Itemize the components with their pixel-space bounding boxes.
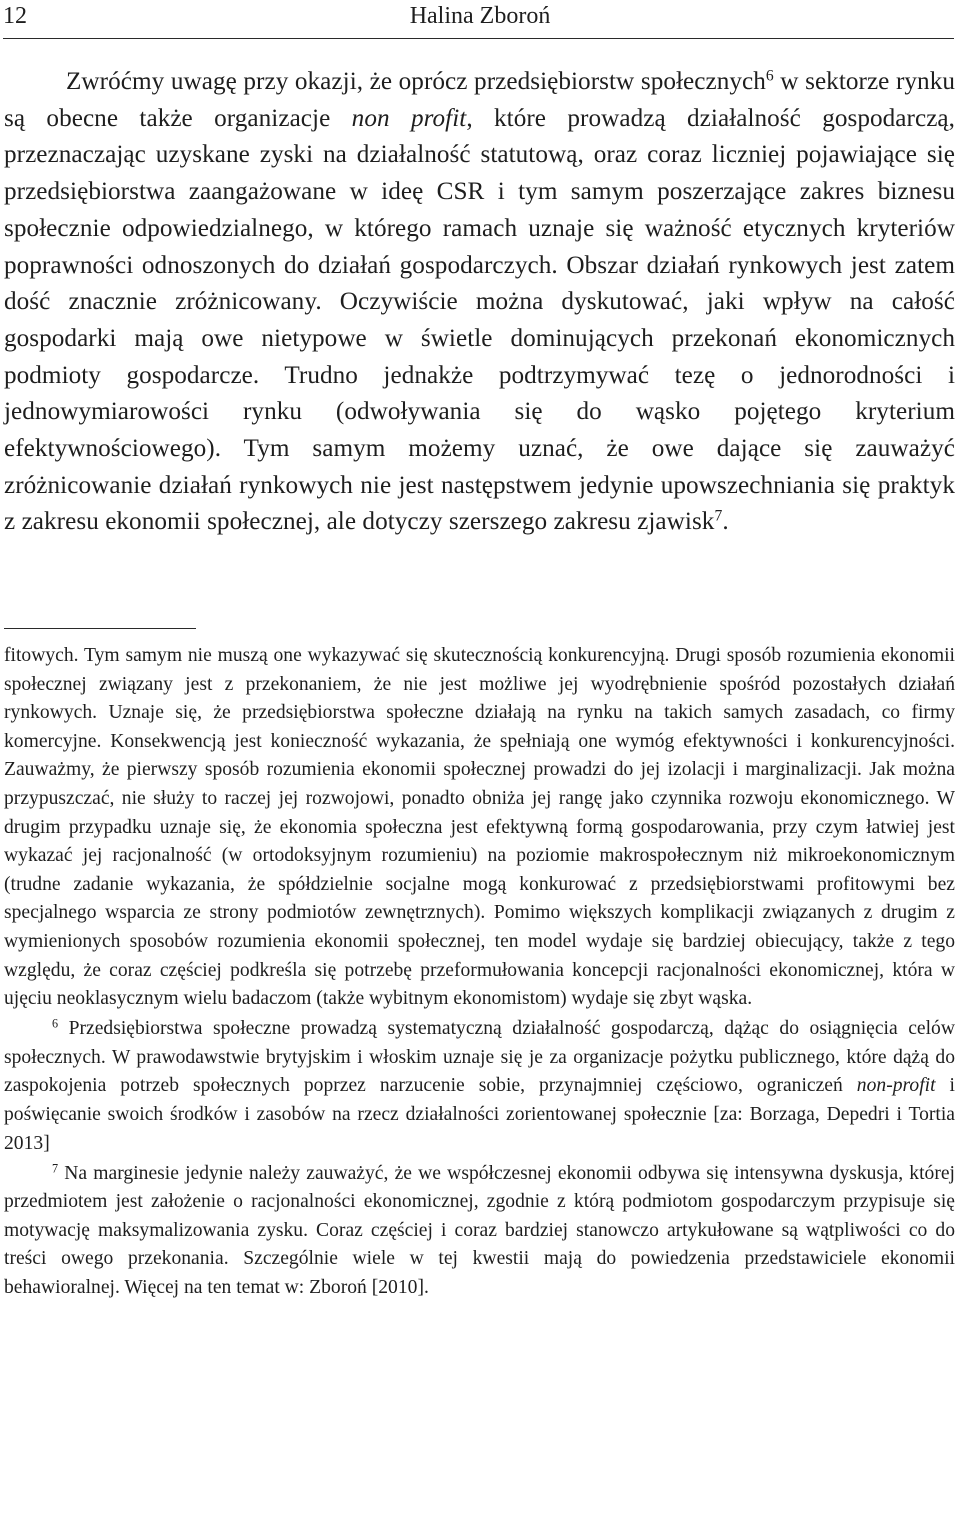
footnote-6-text-2: i poświęcanie swoich środków i zasobów na rzecz działalności zorientowanej społecznie [za: Borzaga, Depedri i Tortia 2013] — [4, 1075, 955, 1154]
footnote-6-italic-non-profit: non-profit — [856, 1075, 936, 1097]
footnote-7 — [4, 1160, 955, 1303]
main-paragraph — [4, 64, 955, 541]
main-text-end: . — [722, 508, 729, 536]
header-rule — [3, 38, 954, 39]
footnote-6-text-1: Przedsiębiorstwa społeczne prowadzą systematyczną działalność gospodarczą, dążąc do osiągnięcia celów społecznych. W prawodawstwie brytyjskim i włoskim uznaje się je za organizacje pożytku publicznego, które dążą do zaspokojenia potrzeb społecznych poprzez narzucenie sobie, przynajmniej częściowo, ograniczeń — [4, 1018, 955, 1097]
footnote-ref-7[interactable]: 7 — [714, 507, 723, 525]
page-number: 12 — [3, 3, 27, 29]
footnote-7-number: 7 — [52, 1161, 59, 1176]
footnotes-section — [4, 642, 955, 1303]
page-header — [0, 0, 960, 36]
footnote-7-text: Na marginesie jedynie należy zauważyć, że we współczesnej ekonomii odbywa się intensywna dyskusja, której przedmiotem jest założenie o racjonalności ekonomicznej, zgodnie z którą podmiotom gospodarczym przypisuje się motywację maksymalizowania zysku. Coraz częściej i coraz bardziej stanowczo artykułowane są wątpliwości co do treści owego przekonania. Szczególnie wiele w tej kwestii mają do powiedzenia przedstawiciele ekonomii behawioralnej. Więcej na ten temat w: Zboroń [2010]. — [4, 1162, 955, 1299]
main-text-part-3: , które prowadzą działalność gospodarczą, przeznaczając uzyskane zyski na działalność statutową, oraz coraz liczniej pojawiające się przedsiębiorstwa zaangażowane w ideę CSR i tym samym poszerzające zakres biznesu społecznie odpowiedzialnego, w którego ramach uznaje się ważność etycznych kryteriów poprawności odnoszonych do działań gospodarczych. Obszar działań rynkowych jest zatem dość znacznie zróżnicowany. Oczywiście można dyskutować, jaki wpływ na całość gospodarki mają owe nietypowe w świetle dominujących przekonań ekonomicznych podmioty gospodarcze. Trudno jednakże podtrzymywać tezę o jednorodności i jednowymiarowości rynku (odwoływania się do wąsko pojętego kryterium efektywnościowego). Tym samym możemy uznać, że owe dające się zauważyć zróżnicowanie działań rynkowych nie jest następstwem jedynie upowszechniania się praktyk z zakresu ekonomii społecznej, ale dotyczy szerszego zakresu zjawisk — [4, 104, 955, 536]
footnote-ref-6[interactable]: 6 — [765, 67, 774, 85]
footnote-separator — [4, 628, 196, 629]
main-text-part-2: w sektorze rynku są obecne także organizacje — [4, 68, 955, 132]
main-text-italic-non-profit: non profit — [351, 104, 467, 132]
running-head-author: Halina Zboroń — [409, 3, 551, 29]
footnote-6 — [4, 1015, 955, 1158]
footnote-continued: fitowych. Tym samym nie muszą one wykazywać się skutecznością konkurencyjną. Drugi sposób rozumienia ekonomii społecznej związany jest z przekonaniem, że nie jest możliwe jej wyodrębnienie spośród pozostałych działań rynkowych. Uznaje się, że przedsiębiorstwa społeczne działają na rynku na takich samych zasadach, co firmy komercyjne. Konsekwencją jest konieczność wykazania, że spełniają one wymóg efektywności i konkurencyjności. Zauważmy, że pierwszy sposób rozumienia ekonomii społecznej prowadzi do jej izolacji i marginalizacji. Jak można przypuszczać, nie służy to raczej jej rozwojowi, ponadto obniża jej rangę jako czynnika rozwoju ekonomicznego. W drugim przypadku uznaje się, że ekonomia społeczna jest efektywną formą gospodarowania, przy czym łatwiej jest wykazać jej racjonalność (w ortodoksyjnym rozumieniu) na poziomie makrospołecznym niż mikroekonomicznym (trudne zadanie wykazania, że spółdzielnie socjalne mogą konkurować z przedsiębiorstwami profitowymi bez specjalnego wsparcia ze strony podmiotów zewnętrznych). Pomimo większych komplikacji związanych z drugim z wymienionych sposobów rozumienia ekonomii społecznej, ten model wydaje się bardziej obiecujący, także z tego względu, że coraz częściej podkreśla się potrzebę przeformułowania koncepcji racjonalności ekonomicznej, która w ujęciu neoklasycznym wielu badaczom (także wybitnym ekonomistom) wydaje się zbyt wąska. — [4, 645, 955, 1010]
footnote-6-number: 6 — [52, 1016, 59, 1031]
main-text-part-1: Zwróćmy uwagę przy okazji, że oprócz przedsiębiorstw społecznych — [66, 68, 766, 95]
